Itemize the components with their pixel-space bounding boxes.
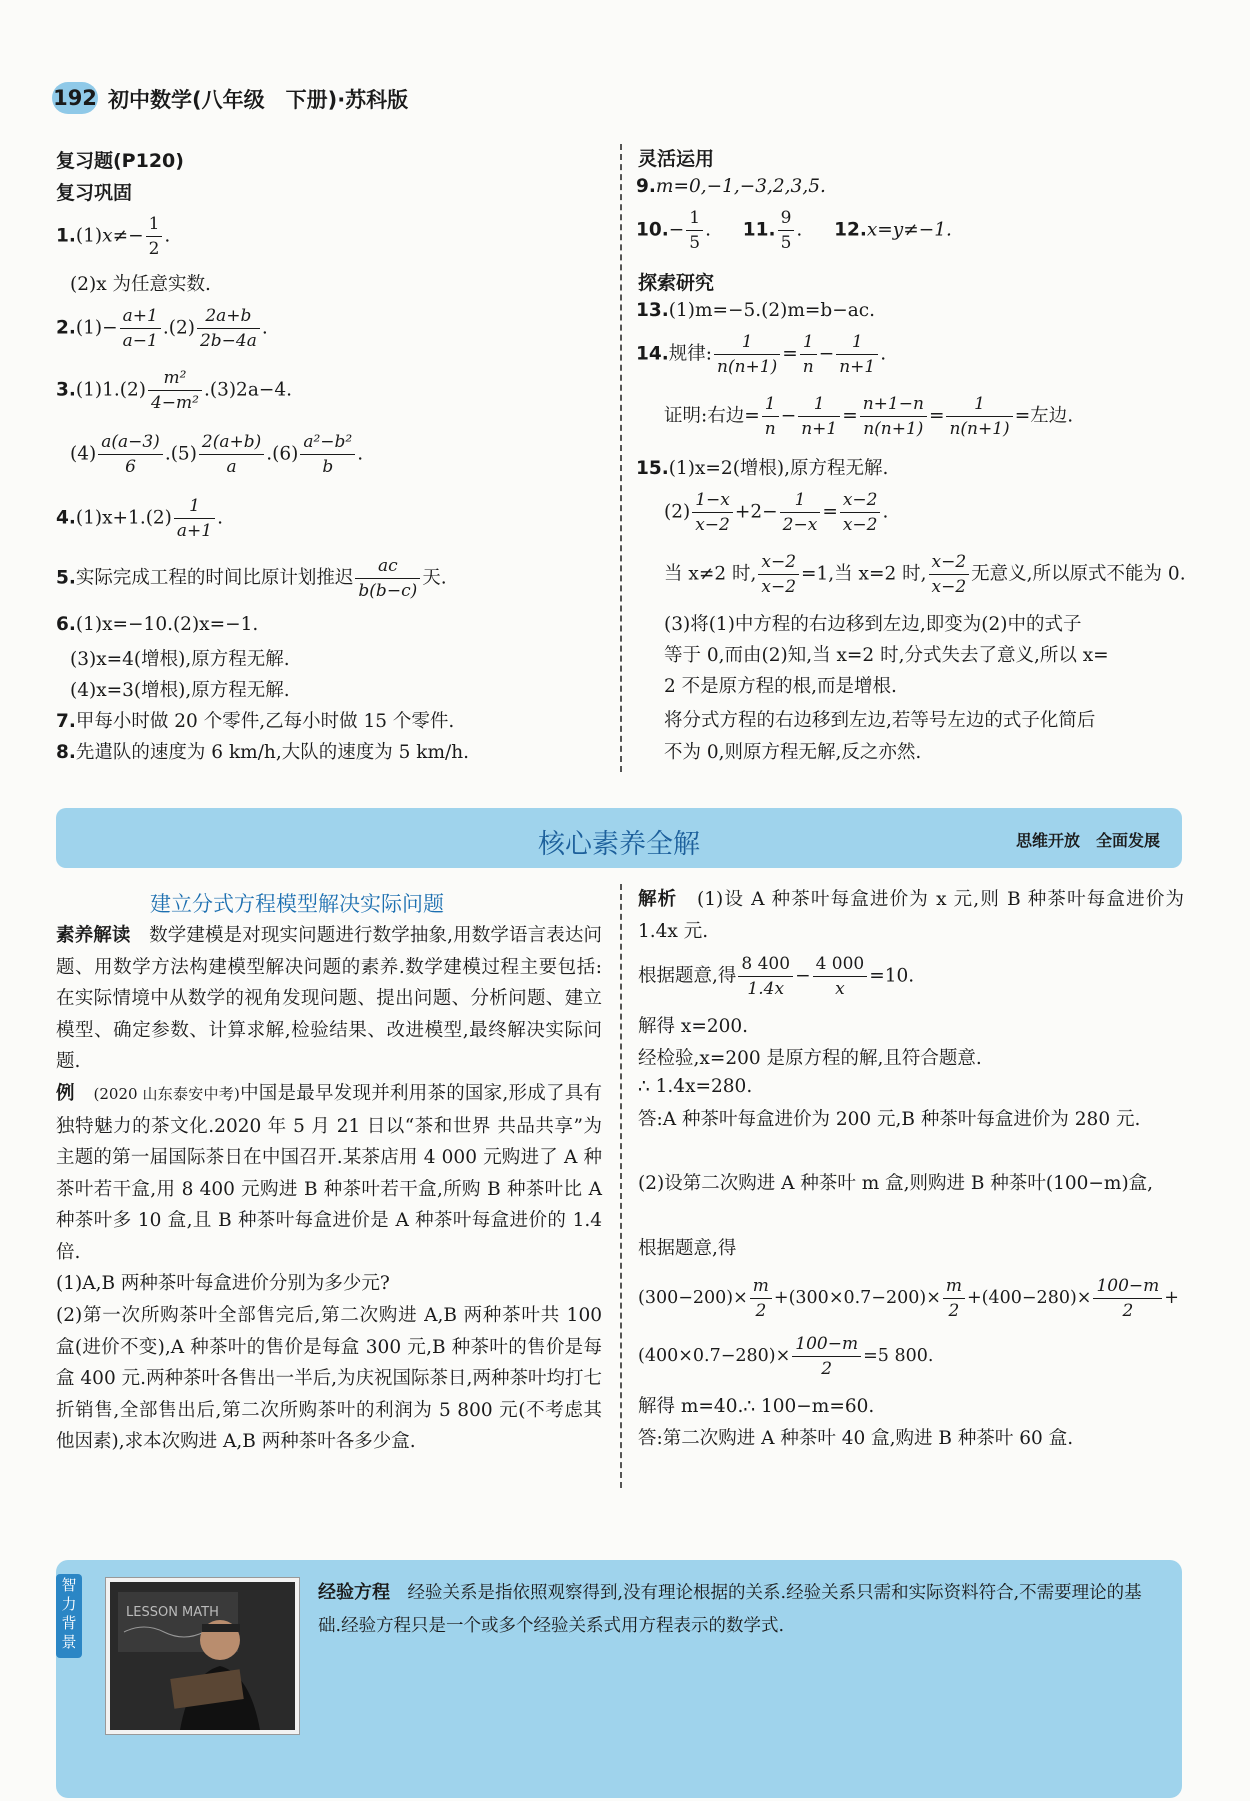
knowledge-tag: 智力背景 [56, 1574, 82, 1658]
section-explore: 探索研究 [638, 272, 715, 294]
answer-3a: 3.(1)1.(2) $\frac{\text{m²}}{\text{4−m²}}$ .(3)2a−4. [56, 368, 293, 413]
solution-answer-1: 答:A 种茶叶每盒进价为 200 元,B 种茶叶每盒进价为 280 元. [638, 1109, 1141, 1130]
answer-14-proof: 证明:右边= $\frac{1}{n}$ − $\frac{1}{n+1}$ = $\frac{n+1-n}{n(n+1)}$ = $\frac{1}{n(n+1)}$ =左边. [664, 394, 1074, 439]
core-intro: 素养解读 数学建模是对现实问题进行数学抽象,用数学语言表达问题、用数学方法构建模型解决问题的素养.数学建模过程主要包括:在实际情境中从数学的视角发现问题、提出问题、分析问题、建立模型、确定参数、计算求解,检验结果、改进模型,最终解决实际问题. [56, 925, 602, 1072]
knowledge-note: 经验方程 经验关系是指依照观察得到,没有理论根据的关系.经验关系只需和实际资料符合,不需要理论的基础.经验方程只是一个或多个经验关系式用方程表示的数学式. [318, 1582, 1142, 1636]
answer-15-3c: 2 不是原方程的根,而是增根. [664, 676, 897, 697]
answer-10-12: 10.− $\frac{1}{5}$ . 11. $\frac{9}{5}$ . 12.x=y≠−1. [636, 208, 952, 253]
review-title: 复习题(P120) [56, 150, 184, 172]
solution-equation-2b: (400×0.7−280)× $\frac{100-m}{2}$ =5 800. [638, 1334, 934, 1379]
solution-answer-2: 答:第二次购进 A 种茶叶 40 盒,购进 B 种茶叶 60 盒. [638, 1428, 1074, 1449]
svg-text:LESSON MATH: LESSON MATH [126, 1605, 219, 1620]
page-number: 192 [52, 82, 98, 114]
answer-15-2b: 当 x≠2 时, $\frac{x-2}{x-2}$ =1,当 x=2 时, $\frac{x-2}{x-2}$ 无意义,所以原式不能为 0. [664, 552, 1186, 597]
solution-step-8: 根据题意,得 [638, 1238, 737, 1259]
answer-6a: 6.(1)x=−10.(2)x=−1. [56, 614, 259, 635]
answer-13: 13.(1)m=−5.(2)m=b−ac. [636, 300, 876, 321]
answer-2: 2.(1)− $\frac{a+1}{a-1}$ .(2) $\frac{2a+b}{2b-4a}$ . [56, 306, 268, 351]
answer-15-3d: 将分式方程的右边移到左边,若等号左边的式子化简后 [664, 710, 1096, 731]
teacher-photo-icon [110, 1582, 295, 1730]
banner-subtitle: 思维开放 全面发展 [1015, 831, 1160, 850]
answer-5: 5.实际完成工程的时间比原计划推迟 $\frac{ac}{b(b-c)}$ 天. [56, 556, 447, 601]
answer-15-1: 15.(1)x=2(增根),原方程无解. [636, 458, 889, 479]
solution-step-5: ∴ 1.4x=280. [638, 1076, 753, 1097]
answer-15-3a: (3)将(1)中方程的右边移到左边,即变为(2)中的式子 [664, 614, 1082, 635]
solution-equation-1: 根据题意,得 $\frac{8 400}{1.4x}$ − $\frac{4 000}{x}$ =10. [638, 954, 915, 999]
answer-3b: (4) $\frac{a(a-3)}{6}$ .(5) $\frac{2(a+b)}{a}$ .(6) $\frac{\text{a²−b²}}{b}$ . [70, 432, 364, 477]
answer-1b: (2)x 为任意实数. [70, 274, 211, 295]
core-literacy-banner [56, 808, 1182, 868]
column-divider-bottom [620, 884, 622, 1488]
answer-1a: 1.(1)x≠− $\frac{1}{2}$ . [56, 214, 171, 259]
answer-6b: (3)x=4(增根),原方程无解. [70, 649, 290, 670]
solution-equation-2a: (300−200)× $\frac{m}{2}$ +(300×0.7−200)× $\frac{m}{2}$ +(400−280)× $\frac{100-m}{2}$ + [638, 1276, 1179, 1321]
answer-4: 4.(1)x+1.(2) $\frac{1}{a+1}$ . [56, 496, 223, 541]
solution-intro: 解析 (1)设 A 种茶叶每盒进价为 x 元,则 B 种茶叶每盒进价为 1.4x 元. [638, 889, 1184, 942]
section-flexible: 灵活运用 [638, 148, 715, 170]
answer-7: 7.甲每小时做 20 个零件,乙每小时做 15 个零件. [56, 711, 455, 732]
answer-15-2: (2) $\frac{1-x}{x-2}$ +2− $\frac{1}{2-x}$ = $\frac{x-2}{x-2}$ . [664, 490, 889, 535]
answer-15-3e: 不为 0,则原方程无解,反之亦然. [664, 742, 922, 763]
solution-step-3: 解得 x=200. [638, 1016, 749, 1037]
banner-title: 核心素养全解 [538, 829, 700, 860]
answer-6c: (4)x=3(增根),原方程无解. [70, 680, 290, 701]
solution-step-7: (2)设第二次购进 A 种茶叶 m 盒,则购进 B 种茶叶(100−m)盒, [638, 1173, 1154, 1194]
example-question-2: (2)第一次所购茶叶全部售完后,第二次购进 A,B 两种茶叶共 100 盒(进价不变),A 种茶叶的售价是每盒 300 元,B 种茶叶的售价是每盒 400 元.两种茶叶各售出一半后,为庆祝国际茶日,两种茶叶均打七折销售,全部售出后,第二次所购茶叶的利润为 5 800 元(不考虑其他因素),求本次购进 A,B 两种茶叶各多少盒. [56, 1305, 602, 1452]
book-title: 初中数学(八年级 下册)·苏科版 [108, 88, 409, 112]
answer-14-rule: 14.规律: $\frac{1}{n(n+1)}$ = $\frac{1}{n}$ − $\frac{1}{n+1}$ . [636, 332, 887, 377]
example-problem: 例 (2020 山东泰安中考)中国是最早发现并利用茶的国家,形成了具有独特魅力的茶文化.2020 年 5 月 21 日以“茶和世界 共品共享”为主题的第一届国际茶日在中国召开.某茶店用 4 000 元购进了 A 种茶叶若干盒,用 8 400 元购进 B 种茶叶若干盒,所购 B 种茶叶比 A 种茶叶多 10 盒,且 B 种茶叶每盒进价是 A 种茶叶每盒进价的 1.4 倍. [56, 1083, 602, 1263]
example-question-1: (1)A,B 两种茶叶每盒进价分别为多少元? [56, 1273, 390, 1294]
column-divider-top [620, 144, 622, 772]
solution-step-4: 经检验,x=200 是原方程的解,且符合题意. [638, 1048, 982, 1069]
answer-9: 9.m=0,−1,−3,2,3,5. [636, 176, 826, 197]
answer-8: 8.先遣队的速度为 6 km/h,大队的速度为 5 km/h. [56, 742, 470, 763]
solution-step-9: 解得 m=40.∴ 100−m=60. [638, 1396, 875, 1417]
review-section: 复习巩固 [56, 182, 133, 204]
answer-15-3b: 等于 0,而由(2)知,当 x=2 时,分式失去了意义,所以 x= [664, 645, 1109, 666]
teacher-photo [106, 1578, 299, 1734]
core-subtitle: 建立分式方程模型解决实际问题 [150, 892, 444, 916]
